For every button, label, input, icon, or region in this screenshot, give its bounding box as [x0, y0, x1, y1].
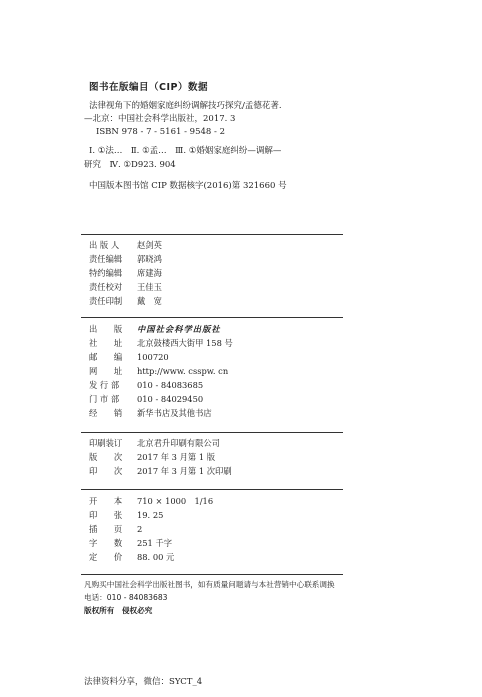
cip-publisher-line: —北京：中国社会科学出版社，2017. 3 [84, 114, 236, 124]
publisher-label: 出 版 [89, 324, 123, 334]
staff-label: 责任校对 [89, 282, 123, 292]
staff-value: 席建海 [137, 268, 162, 278]
staff-label: 责任编辑 [89, 254, 123, 264]
cip-classification-line: Ⅰ. ①法… Ⅱ. ①孟… Ⅲ. ①婚姻家庭纠纷—调解— [89, 146, 282, 156]
divider [81, 234, 343, 235]
divider [81, 574, 343, 575]
staff-label: 出 版 人 [89, 240, 120, 250]
printing-value: 北京君升印刷有限公司 [137, 438, 220, 448]
cip-classification-line-2: 研究 Ⅳ. ①D923. 904 [84, 160, 176, 170]
share-watermark-text: 法律资料分享，微信：SYCT_4 [84, 677, 203, 687]
printing-label: 版 次 [89, 452, 123, 462]
publisher-value: 北京鼓楼西大街甲 158 号 [137, 338, 233, 348]
website-value: http://www. csspw. cn [137, 366, 229, 376]
publisher-label: 发 行 部 [89, 380, 120, 390]
divider [81, 317, 343, 318]
quality-notice: 凡购买中国社会科学出版社图书，如有质量问题请与本社营销中心联系调换 [84, 580, 335, 589]
specs-value: 710 × 1000 1/16 [137, 496, 214, 506]
notice-phone: 电话：010 - 84083683 [84, 593, 168, 602]
cip-title-line: 法律视角下的婚姻家庭纠纷调解技巧探究/孟德花著. [89, 101, 282, 111]
staff-value: 王佳玉 [137, 282, 162, 292]
cip-isbn: ISBN 978 - 7 - 5161 - 9548 - 2 [96, 127, 225, 137]
divider [81, 489, 343, 490]
printing-value: 2017 年 3 月第 1 次印刷 [137, 466, 232, 476]
cip-record-number: 中国版本图书馆 CIP 数据核字(2016)第 321660 号 [89, 181, 287, 191]
specs-label: 印 张 [89, 510, 123, 520]
staff-value: 赵剑英 [137, 240, 162, 250]
staff-value: 戴 宽 [137, 296, 162, 306]
printing-value: 2017 年 3 月第 1 版 [137, 452, 216, 462]
staff-label: 责任印制 [89, 296, 123, 306]
publisher-value: 新华书店及其他书店 [137, 408, 212, 418]
specs-label: 插 页 [89, 524, 123, 534]
publisher-value: 010 - 84083685 [137, 380, 204, 390]
specs-value: 2 [137, 524, 143, 534]
publisher-brand: 中国社会科学出版社 [137, 324, 221, 334]
staff-label: 特约编辑 [89, 268, 123, 278]
publisher-value: 010 - 84029450 [137, 394, 204, 404]
staff-value: 郭晓鸿 [137, 254, 162, 264]
specs-label: 定 价 [89, 552, 123, 562]
printing-label: 印 次 [89, 466, 123, 476]
specs-value: 88. 00 元 [137, 552, 175, 562]
specs-label: 字 数 [89, 538, 123, 548]
publisher-label: 邮 编 [89, 352, 123, 362]
specs-value: 251 千字 [137, 538, 173, 548]
specs-label: 开 本 [89, 496, 123, 506]
publisher-value: 100720 [137, 352, 169, 362]
publisher-label: 社 址 [89, 338, 123, 348]
specs-value: 19. 25 [137, 510, 164, 520]
publisher-label: 网 址 [89, 366, 123, 376]
printing-label: 印刷装订 [89, 438, 123, 448]
cip-heading: 图书在版编目（CIP）数据 [89, 82, 208, 93]
copyright-notice: 版权所有 侵权必究 [84, 606, 153, 615]
divider [81, 432, 343, 433]
publisher-label: 门 市 部 [89, 394, 120, 404]
publisher-label: 经 销 [89, 408, 123, 418]
